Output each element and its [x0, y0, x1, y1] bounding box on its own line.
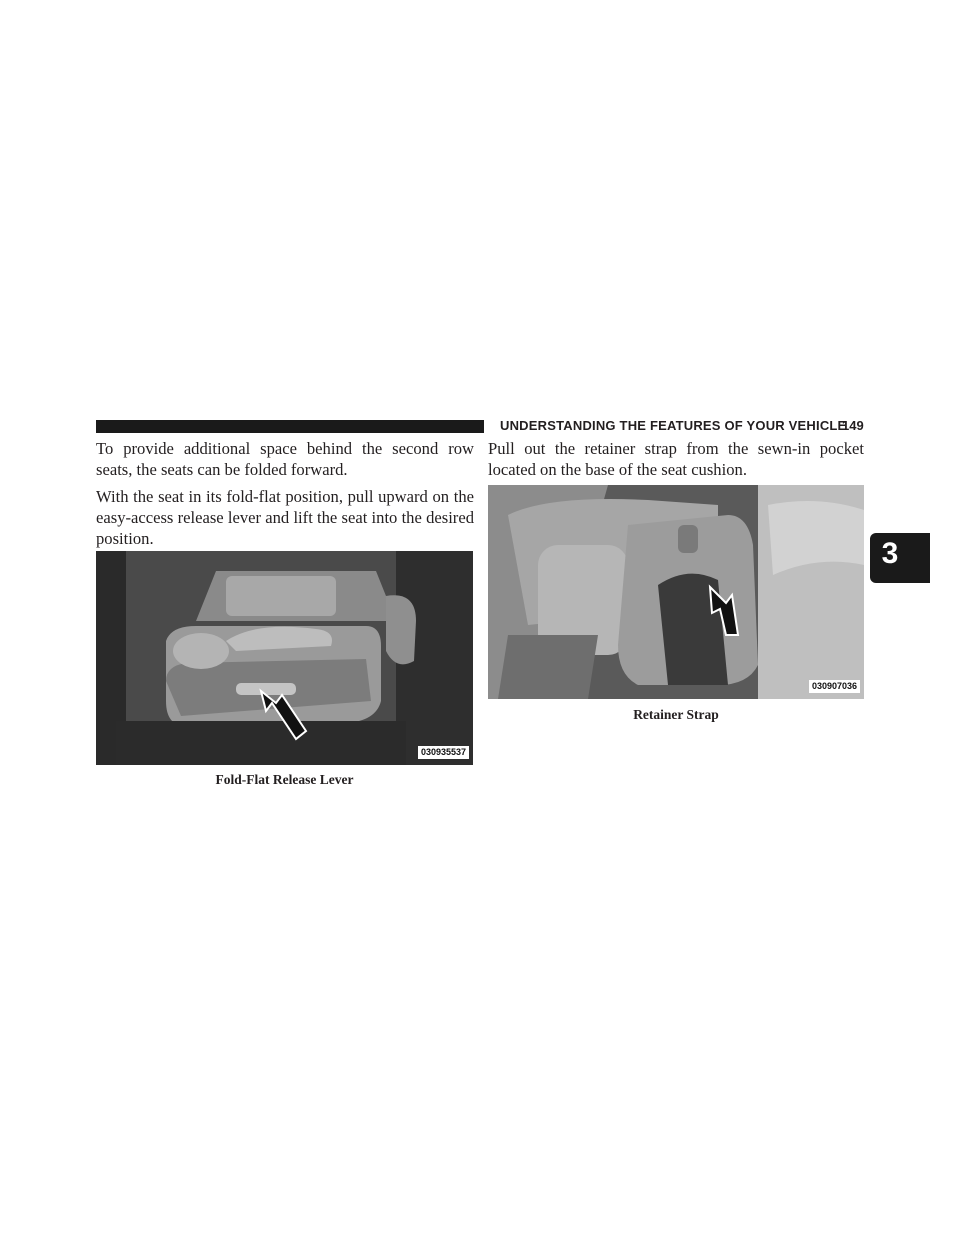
left-paragraph-1: To provide additional space behind the second row seats, the seats can be folded forward. — [96, 439, 474, 479]
seat-illustration-2 — [488, 485, 864, 699]
retainer-strap-photo — [488, 485, 864, 699]
figure-caption: Fold-Flat Release Lever — [215, 772, 354, 787]
image-code: 030907036 — [809, 680, 860, 693]
page-number: 149 — [842, 418, 864, 433]
chapter-number: 3 — [881, 537, 899, 570]
left-paragraph-2: With the seat in its fold-flat position, pull upward on the easy-access release lever and lift the seat into the desired position. — [96, 487, 474, 548]
image-code: 030935537 — [418, 746, 469, 759]
figure-caption: Retainer Strap — [633, 707, 719, 722]
chapter-tab — [870, 533, 930, 583]
header-rule — [96, 420, 484, 433]
seat-illustration-1 — [96, 551, 473, 765]
section-title: UNDERSTANDING THE FEATURES OF YOUR VEHICLE — [500, 418, 847, 433]
fold-flat-lever-photo — [96, 551, 473, 765]
right-paragraph-1: Pull out the retainer strap from the sewn-in pocket located on the base of the seat cushion. — [488, 439, 864, 479]
